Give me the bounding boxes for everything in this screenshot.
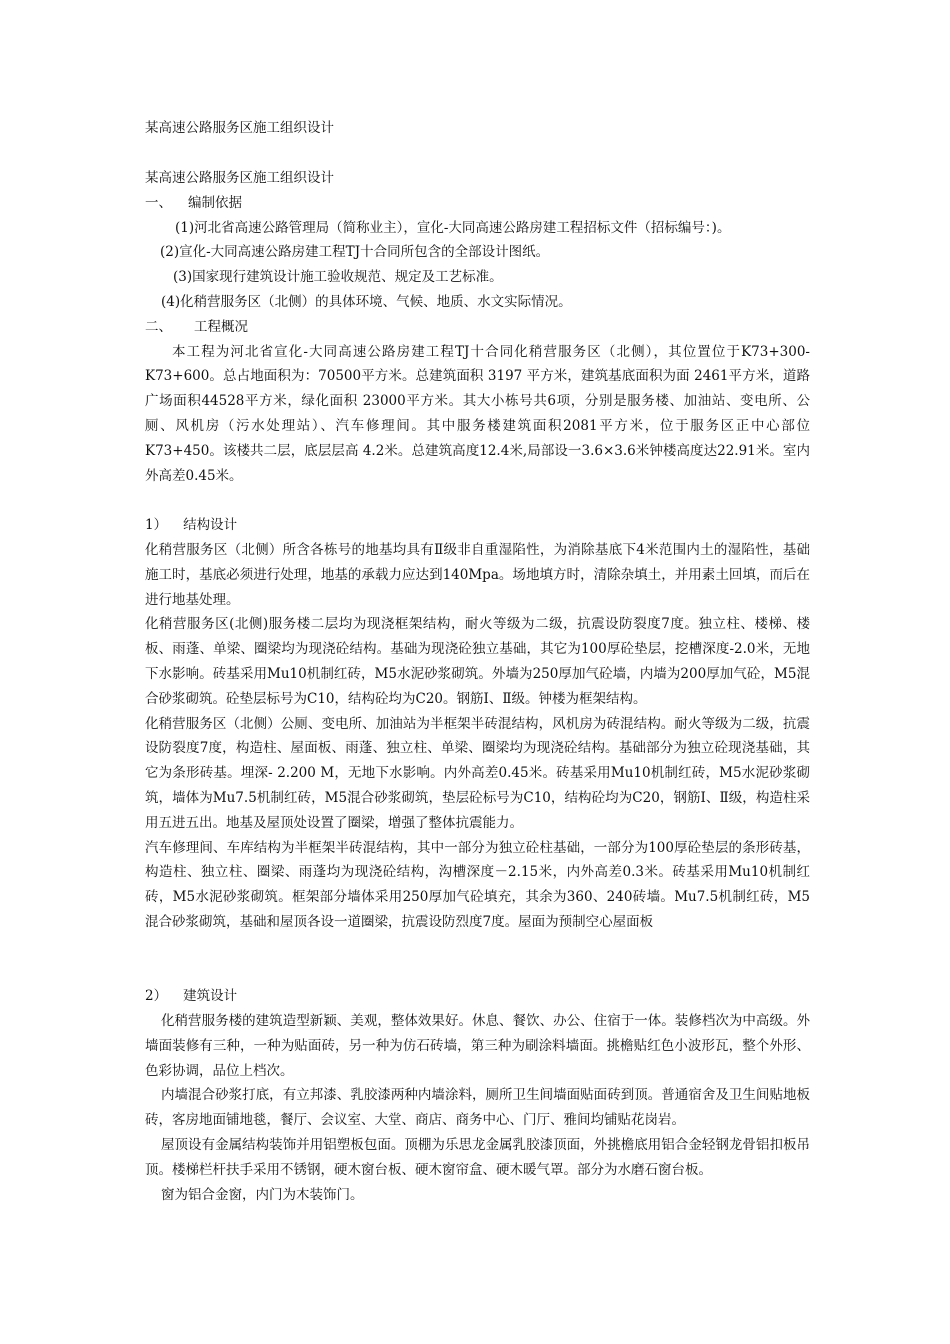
structure-paragraph-1: 化稍营服务区（北侧）所含各栋号的地基均具有Ⅱ级非自重湿陷性，为消除基底下4米范围内土的湿陷性，基础施工时，基底必须进行处理，地基的承载力应达到140Mpa。场地填方时，清除杂填土，并用素土回填，而后在进行地基处理。 (145, 541, 810, 608)
structure-heading (145, 513, 810, 538)
architecture-heading (145, 984, 810, 1009)
basis-item-2: (2)宣化-大同高速公路房建工程TJ十合同所包含的全部设计图纸。 (160, 244, 550, 261)
overview-paragraph: 本工程为河北省宣化-大同高速公路房建工程TJ十合同化稍营服务区（北侧），其位置位于K73+300-K73+600。总占地面积为：70500平方米。总建筑面积 3197 平方米，建筑基底面积为面 2461平方米，道路广场面积44528平方米，绿化面积 23000平方米。其大小栋号共6项，分别是服务楼、加油站、变电所、公厕、风机房（污水处理站）、汽车修理间。其中服务楼建筑面积2081平方米，位于服务区正中心部位K73+450。该楼共二层，底层层高 4.2米。总建筑高度12.4米,局部设一3.6×3.6米钟楼高度达22.91米。室内外高差0.45米。 (145, 343, 810, 484)
architecture-paragraph-1: 化稍营服务楼的建筑造型新颖、美观，整体效果好。休息、餐饮、办公、住宿于一体。装修档次为中高级。外墙面装修有三种，一种为贴面砖，另一种为仿石砖墙，第三种为刷涂料墙面。挑檐贴红色小波形瓦，整个外形、色彩协调，品位上档次。 (145, 1013, 810, 1079)
basis-item-4: (4)化稍营服务区（北侧）的具体环境、气候、地质、水文实际情况。 (161, 293, 572, 310)
structure-heading-text: 结构设计 (183, 517, 238, 534)
section-number: 二、 (145, 318, 172, 335)
section-heading-text: 编制依据 (188, 194, 242, 211)
document-body (145, 166, 810, 1207)
architecture-paragraph-4: 窗为铝合金窗，内门为木装饰门。 (161, 1186, 364, 1203)
architecture-heading-text: 建筑设计 (183, 988, 238, 1005)
structure-heading-number: 1） (145, 517, 168, 534)
structure-paragraph-4: 汽车修理间、车库结构为半框架半砖混结构，其中一部分为独立砼柱基础，一部分为100厚砼垫层的条形砖基，构造柱、独立柱、圈梁、雨蓬均为现浇砼结构，沟槽深度－2.15米，内外高差0.3米。砖基采用Mu10机制红砖，M5水泥砂浆砌筑。框架部分墙体采用250厚加气砼填充，其余为360、240砖墙。Mu7.5机制红砖，M5混合砂浆砌筑，基础和屋顶各设一道圈梁，抗震设防烈度7度。屋面为预制空心屋面板 (145, 839, 810, 930)
architecture-paragraph-2: 内墙混合砂浆打底，有立邦漆、乳胶漆两种内墙涂料，厕所卫生间墙面贴面砖到顶。普通宿舍及卫生间贴地板砖，客房地面铺地毯，餐厅、会议室、大堂、商店、商务中心、门厅、雅间均铺贴花岗岩。 (145, 1087, 810, 1129)
basis-item-1: (1)河北省高速公路管理局（简称业主），宣化-大同高速公路房建工程招标文件（招标编号：)。 (175, 219, 731, 236)
section-heading-text: 工程概况 (194, 318, 248, 335)
structure-paragraph-2: 化稍营服务区(北侧)服务楼二层均为现浇框架结构，耐火等级为二级，抗震设防裂度7度。独立柱、楼梯、楼板、雨蓬、单梁、圈梁均为现浇砼结构。基础为现浇砼独立基础，其它为100厚砼垫层，挖槽深度-2.0米，无地下水影响。砖基采用Mu10机制红砖，M5水泥砂浆砌筑。外墙为250厚加气砼墙，内墙为200厚加气砼，M5混合砂浆砌筑。砼垫层标号为C10，结构砼均为C20。钢筋Ⅰ、Ⅱ级。钟楼为框架结构。 (145, 616, 810, 707)
section-number: 一、 (145, 194, 172, 211)
architecture-heading-number: 2） (145, 988, 168, 1005)
basis-item-3: (3)国家现行建筑设计施工验收规范、规定及工艺标准。 (173, 269, 503, 286)
section-heading-basis (145, 191, 810, 216)
structure-paragraph-3: 化稍营服务区（北侧）公厕、变电所、加油站为半框架半砖混结构，风机房为砖混结构。耐火等级为二级，抗震设防裂度7度，构造柱、屋面板、雨蓬、独立柱、单梁、圈梁均为现浇砼结构。基础部分为独立砼现浇基础，其它为条形砖基。埋深- 2.200 M，无地下水影响。内外高差0.45米。砖基采用Mu10机制红砖，M5水泥砂浆砌筑，墙体为Mu7.5机制红砖，M5混合砂浆砌筑，垫层砼标号为C10，结构砼均为C20，钢筋Ⅰ、Ⅱ级，构造柱采用五进五出。地基及屋顶处设置了圈梁，增强了整体抗震能力。 (145, 715, 810, 831)
document-subtitle: 某高速公路服务区施工组织设计 (145, 170, 334, 186)
section-heading-overview (145, 315, 810, 340)
document-title: 某高速公路服务区施工组织设计 (145, 120, 334, 136)
architecture-paragraph-3: 屋顶设有金属结构装饰并用铝塑板包面。顶棚为乐思龙金属乳胶漆顶面，外挑檐底用铝合金轻钢龙骨铝扣板吊顶。楼梯栏杆扶手采用不锈钢，硬木窗台板、硬木窗帘盒、硬木暖气罩。部分为水磨石窗台板。 (145, 1137, 810, 1178)
